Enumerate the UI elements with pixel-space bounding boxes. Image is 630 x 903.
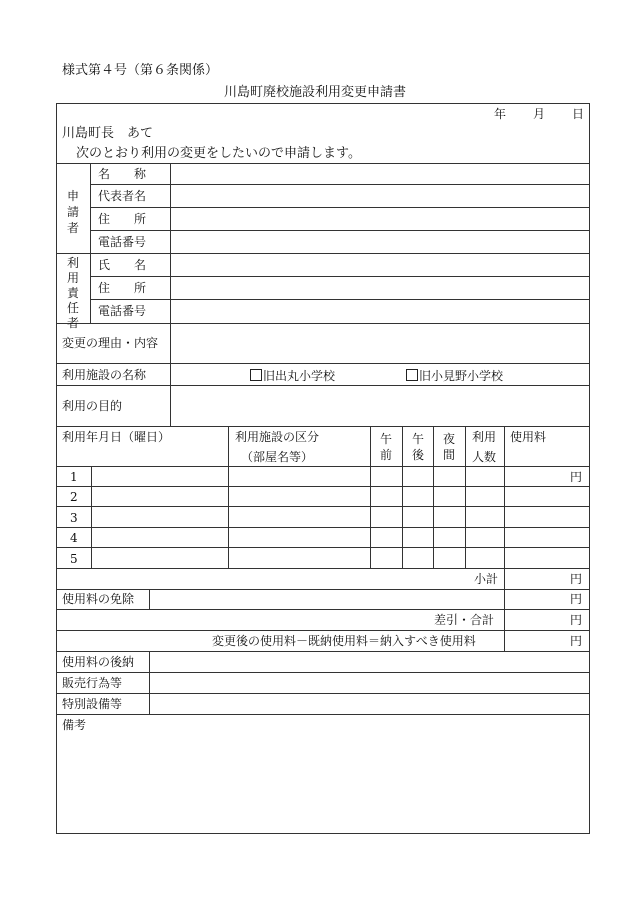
facility-option-1-label: 旧出丸小学校 — [263, 369, 336, 383]
date-year: 年 — [494, 107, 507, 121]
applicant-label: 申請者 — [66, 189, 79, 235]
responsible-phone-label: 電話番号 — [98, 304, 147, 318]
col-date-header: 利用年月日（曜日） — [62, 430, 171, 444]
formula-yen: 円 — [570, 634, 583, 648]
sales-label: 販売行為等 — [62, 676, 123, 690]
remarks-field[interactable] — [57, 715, 588, 832]
special-equipment-field[interactable] — [150, 694, 588, 714]
applicant-phone-field[interactable] — [171, 231, 588, 253]
fee-exemption-label: 使用料の免除 — [62, 592, 135, 606]
col-afternoon-header: 午後 — [411, 432, 424, 462]
form-title: 川島町廃校施設利用変更申請書 — [223, 85, 406, 100]
fee-exemption-field[interactable] — [150, 590, 504, 609]
purpose-label: 利用の目的 — [62, 399, 123, 413]
subtotal-yen: 円 — [570, 572, 583, 586]
special-equipment-label: 特別設備等 — [62, 697, 123, 711]
facility-option-2-label: 旧小見野小学校 — [419, 369, 504, 383]
applicant-name-label: 名 称 — [98, 167, 147, 181]
applicant-name-field[interactable] — [171, 164, 588, 184]
col-fee-header: 使用料 — [510, 430, 547, 444]
fee-exemption-yen: 円 — [570, 592, 583, 606]
applicant-rep-field[interactable] — [171, 185, 588, 207]
col-night-header: 夜間 — [442, 432, 455, 462]
table-row-number: 1 — [70, 470, 78, 484]
col-morning-header: 午前 — [379, 432, 392, 462]
col-category-subheader: （部屋名等） — [241, 450, 314, 464]
intro-text: 次のとおり利用の変更をしたいので申請します。 — [76, 146, 361, 161]
responsible-address-field[interactable] — [171, 277, 588, 299]
purpose-field[interactable] — [171, 386, 588, 426]
net-total-yen: 円 — [570, 613, 583, 627]
change-reason-field[interactable] — [171, 324, 588, 363]
col-count-subheader: 人数 — [472, 450, 497, 464]
remarks-label: 備考 — [62, 718, 87, 732]
responsible-label: 利用責任者 — [66, 256, 79, 330]
facility-option-2[interactable] — [406, 369, 503, 382]
responsible-address-label: 住 所 — [98, 281, 147, 295]
deferred-payment-field[interactable] — [150, 652, 588, 672]
date-day: 日 — [572, 107, 585, 121]
table-row-number: 4 — [70, 531, 78, 545]
applicant-phone-label: 電話番号 — [98, 235, 147, 249]
col-count-header: 利用 — [472, 430, 497, 444]
row-1-yen: 円 — [570, 470, 583, 484]
addressee: 川島町長 あて — [62, 126, 154, 141]
checkbox-icon[interactable] — [406, 369, 418, 381]
table-row-number: 3 — [70, 511, 78, 525]
facility-name-label: 利用施設の名称 — [62, 368, 147, 382]
date-month: 月 — [533, 107, 546, 121]
schedule-category-fields[interactable] — [229, 467, 370, 567]
change-reason-label: 変更の理由・内容 — [62, 336, 159, 350]
sales-field[interactable] — [150, 673, 588, 693]
col-category-header: 利用施設の区分 — [235, 430, 320, 444]
schedule-date-fields[interactable] — [92, 467, 228, 567]
checkbox-icon[interactable] — [250, 369, 262, 381]
table-row-number: 5 — [70, 552, 78, 566]
facility-option-1[interactable] — [250, 369, 335, 382]
table-row-number: 2 — [70, 490, 78, 504]
applicant-address-label: 住 所 — [98, 212, 147, 226]
formula-label: 変更後の使用料－既納使用料＝納入すべき使用料 — [212, 634, 476, 648]
applicant-rep-label: 代表者名 — [98, 189, 147, 203]
responsible-name-field[interactable] — [171, 254, 588, 276]
responsible-phone-field[interactable] — [171, 300, 588, 323]
net-total-label: 差引・合計 — [434, 613, 495, 627]
deferred-payment-label: 使用料の後納 — [62, 655, 135, 669]
form-number: 様式第４号（第６条関係） — [62, 63, 219, 78]
applicant-address-field[interactable] — [171, 208, 588, 230]
responsible-name-label: 氏 名 — [98, 258, 147, 272]
subtotal-label: 小計 — [474, 572, 499, 586]
